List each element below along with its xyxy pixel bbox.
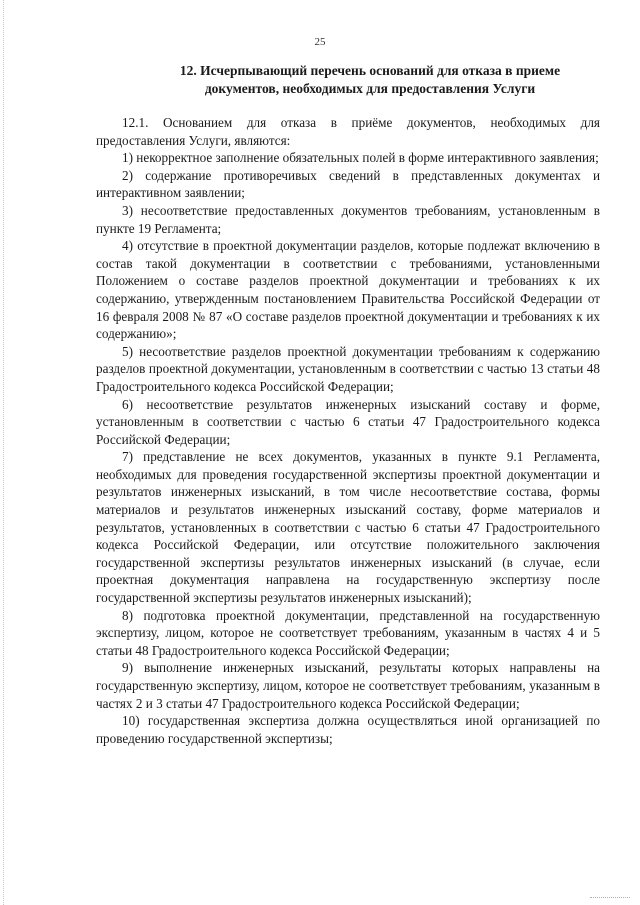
paragraph-item-2: 2) содержание противоречивых сведений в представленных документах и интерактивном заявлении; [96, 167, 600, 201]
page-number: 25 [314, 36, 326, 48]
paragraph-item-3: 3) несоответствие предоставленных документов требованиям, установленным в пункте 19 Регламента; [96, 202, 600, 236]
paragraph-item-1: 1) некорректное заполнение обязательных полей в форме интерактивного заявления; [122, 150, 599, 166]
section-title-line-1: 12. Исчерпывающий перечень оснований для отказа в приеме [179, 63, 561, 78]
paragraph-item-5: 5) несоответствие разделов проектной документации требованиям к содержанию разделов проектной документации, установленным в соответствии с частью 13 статьи 48 Градостроительного кодекса Российской Федерации; [96, 343, 600, 394]
section-title-line-2: документов, необходимых для предоставления Услуги [204, 81, 536, 96]
paragraph-item-4: 4) отсутствие в проектной документации разделов, которые подлежат включению в состав такой документации в соответствии с требованиями, установленными Положением о составе разделов проектной документации и требованиях к их содержанию, утвержденным постановлением Правительства Российской Федерации от 16 февраля 2008 № 87 «О составе разделов проектной документации и требованиях к их содержанию»; [96, 238, 600, 342]
section-title [150, 62, 590, 98]
scan-corner-mark [590, 897, 630, 899]
paragraph-item-9: 9) выполнение инженерных изысканий, результаты которых направлены на государственную экспертизу, лицом, которое не соответствует требованиям, указанным в частях 2 и 3 статьи 47 Градостроительного кодекса Российской Федерации; [96, 660, 600, 711]
paragraph-item-7: 7) представление не всех документов, указанных в пункте 9.1 Регламента, необходимых для проведения государственной экспертизы проектной документации и результатов инженерных изысканий, в том числе несоответствие состава, формы материалов и результатов инженерных изысканий составу, форме материалов и результатов, установленных в соответствии с частью 6 статьи 47 Градостроительного кодекса Российской Федерации, или отсутствие положительного заключения государственной экспертизы результатов инженерных изысканий (в случае, если проектная документация направлена на государственную экспертизу после государственной экспертизы результатов инженерных изысканий); [96, 449, 600, 606]
paragraph-intro: 12.1. Основанием для отказа в приёме документов, необходимых для предоставления Услуги, являются: [96, 115, 600, 148]
document-body [96, 114, 600, 747]
paragraph-item-8: 8) подготовка проектной документации, представленной на государственную экспертизу, лицом, которое не соответствует требованиям, указанным в частях 4 и 5 статьи 48 Градостроительного кодекса Российской Федерации; [96, 607, 600, 658]
scan-edge-mark [3, 0, 5, 905]
paragraph-item-10: 10) государственная экспертиза должна осуществляться иной организацией по проведению государственной экспертизы; [96, 713, 600, 746]
paragraph-item-6: 6) несоответствие результатов инженерных изысканий составу и форме, установленным в соответствии с частью 6 статьи 47 Градостроительного кодекса Российской Федерации; [96, 396, 600, 447]
